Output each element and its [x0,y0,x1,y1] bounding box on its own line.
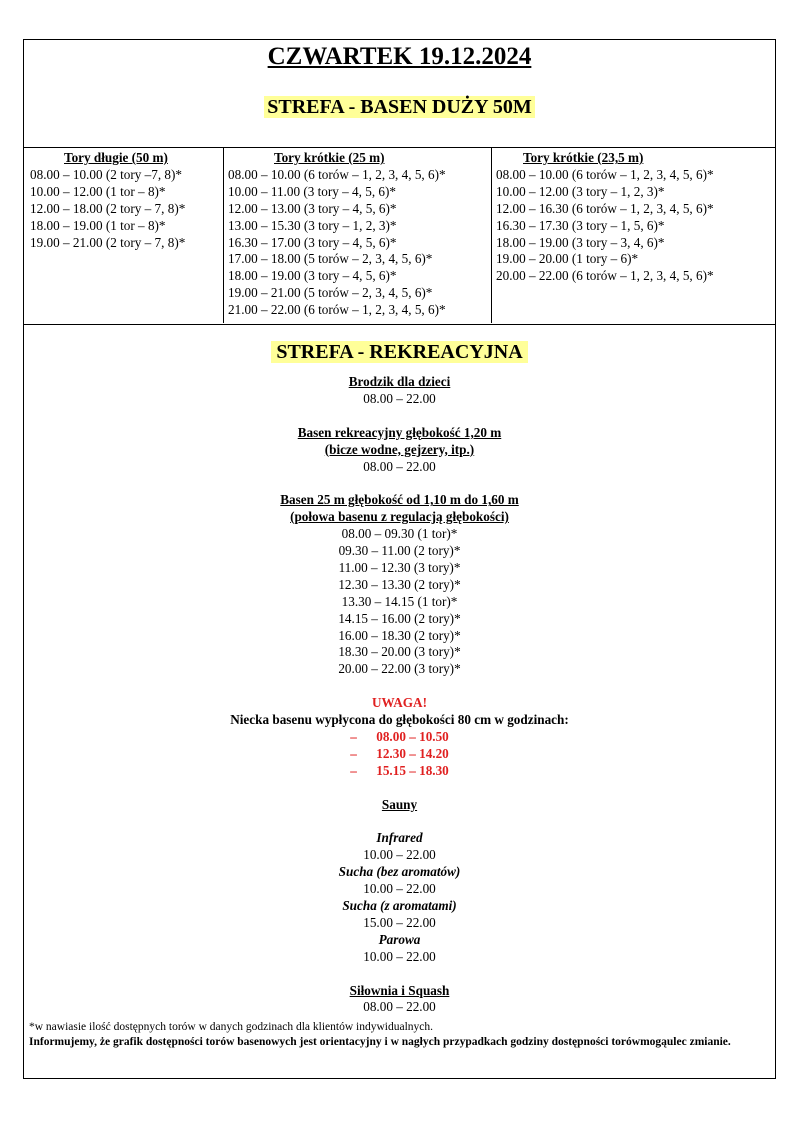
lanes-long-row: 10.00 – 12.00 (1 tor – 8)* [30,183,166,199]
rec-pool-subtitle: (bicze wodne, gejzery, itp.) [324,441,475,457]
lanes-short235-row: 10.00 – 12.00 (3 tory – 1, 2, 3)* [496,183,665,199]
lanes-short25-row: 18.00 – 19.00 (3 tory – 4, 5, 6)* [228,268,397,284]
zone-recreation-label: STREFA - REKREACYJNA [271,341,527,363]
lanes-long-row: 19.00 – 21.00 (2 tory – 7, 8)* [30,234,186,250]
warning-range-value: 15.15 – 18.30 [376,762,449,778]
recreation-section [24,325,775,1016]
zone-large-pool-heading [24,96,775,119]
lanes-short25-row: 13.00 – 15.30 (3 tory – 1, 2, 3)* [228,217,397,233]
footnote-section [29,1020,769,1050]
sauna-hours: 10.00 – 22.00 [363,847,436,863]
pool25-row: 18.30 – 20.00 (3 tory)* [338,644,461,660]
footnote-text: *w nawiasie ilość dostępnych torów w danych godzinach dla klientów indywidualnych. [29,1021,434,1033]
lanes-short235-row: 18.00 – 19.00 (3 tory – 3, 4, 6)* [496,234,665,250]
lanes-short25-row: 21.00 – 22.00 (6 torów – 1, 2, 3, 4, 5, 6)* [228,302,446,318]
lanes-short25-header: Tory krótkie (25 m) [274,150,385,165]
warning-dash: – [350,745,357,761]
pool25-row: 20.00 – 22.00 (3 tory)* [338,661,461,677]
lanes-short235-header: Tory krótkie (23,5 m) [523,150,644,165]
zone-large-pool-label: STREFA - BASEN DUŻY 50M [264,96,534,118]
lanes-short235-row: 19.00 – 20.00 (1 tory – 6)* [496,251,639,267]
pool25-row: 16.00 – 18.30 (2 tory)* [338,627,461,643]
lanes-short25-row: 12.00 – 13.00 (3 tory – 4, 5, 6)* [228,200,397,216]
warning-dash: – [350,728,357,744]
lanes-short235-row: 20.00 – 22.00 (6 torów – 1, 2, 3, 4, 5, 6)* [496,268,714,284]
lanes-short235-row: 16.30 – 17.30 (3 tory – 1, 5, 6)* [496,217,665,233]
gym-hours: 08.00 – 22.00 [363,999,436,1015]
kids-pool-title: Brodzik dla dzieci [348,374,451,389]
zone-recreation-heading [24,340,775,366]
sauna-name: Infrared [376,830,423,846]
saunas-title: Sauny [381,796,418,812]
pool25-row: 14.15 – 16.00 (2 tory)* [338,610,461,626]
lanes-short25-row: 10.00 – 11.00 (3 tory – 4, 5, 6)* [228,183,397,199]
warning-dash: – [350,762,357,778]
sauna-name: Parowa [378,931,421,947]
sauna-hours: 10.00 – 22.00 [363,881,436,897]
sauna-name: Sucha (bez aromatów) [338,864,461,880]
lanes-long-row: 08.00 – 10.00 (2 tory –7, 8)* [30,166,183,182]
rec-pool-hours: 08.00 – 22.00 [363,458,436,474]
notice-text: Informujemy, że grafik dostępności torów basenowych jest orientacyjny i w nagłych przypadkach godziny dostępności torówmogąulec zmianie. [29,1036,731,1048]
pool25-row: 13.30 – 14.15 (1 tor)* [341,593,458,609]
sauna-hours: 15.00 – 22.00 [363,914,436,930]
warning-title: UWAGA! [372,695,427,711]
lanes-short25-row: 17.00 – 18.00 (5 torów – 2, 3, 4, 5, 6)* [228,251,433,267]
pool25-title: Basen 25 m głębokość od 1,10 m do 1,60 m [280,492,519,508]
lanes-long-column [24,147,224,323]
page-title: CZWARTEK 19.12.2024 [267,43,532,70]
header-section [24,40,775,148]
lanes-short235-column [492,147,775,323]
pool25-row: 08.00 – 09.30 (1 tor)* [341,526,458,542]
warning-text: Niecka basenu wypłycona do głębokości 80 cm w godzinach: [230,712,569,728]
pool25-row: 12.30 – 13.30 (2 tory)* [338,576,461,592]
lanes-long-row: 12.00 – 18.00 (2 tory – 7, 8)* [30,200,186,216]
kids-pool-hours: 08.00 – 22.00 [363,390,436,406]
pool25-subtitle: (połowa basenu z regulacją głębokości) [290,509,509,525]
pool25-row: 11.00 – 12.30 (3 tory)* [338,559,461,575]
lanes-short25-row: 19.00 – 21.00 (5 torów – 2, 3, 4, 5, 6)* [228,285,433,301]
lanes-short235-row: 12.00 – 16.30 (6 torów – 1, 2, 3, 4, 5, 6)* [496,200,714,216]
lanes-short25-column [224,147,492,323]
pool25-row: 09.30 – 11.00 (2 tory)* [338,543,461,559]
warning-range-value: 12.30 – 14.20 [376,745,449,761]
warning-range [24,746,775,763]
rec-pool-title: Basen rekreacyjny głębokość 1,20 m [297,424,502,440]
lanes-short25-row: 08.00 – 10.00 (6 torów – 1, 2, 3, 4, 5, 6)* [228,166,446,182]
warning-range-value: 08.00 – 10.50 [376,728,449,744]
lanes-long-row: 18.00 – 19.00 (1 tor – 8)* [30,217,166,233]
warning-range [24,729,775,746]
sauna-hours: 10.00 – 22.00 [363,948,436,964]
lanes-table [24,147,775,325]
warning-range [24,763,775,780]
gym-title: Siłownia i Squash [349,982,450,998]
lanes-short25-row: 16.30 – 17.00 (3 tory – 4, 5, 6)* [228,234,397,250]
schedule-frame [23,39,776,1079]
lanes-long-header: Tory długie (50 m) [64,150,168,165]
sauna-name: Sucha (z aromatami) [342,898,457,914]
lanes-short235-row: 08.00 – 10.00 (6 torów – 1, 2, 3, 4, 5, 6)* [496,166,714,182]
